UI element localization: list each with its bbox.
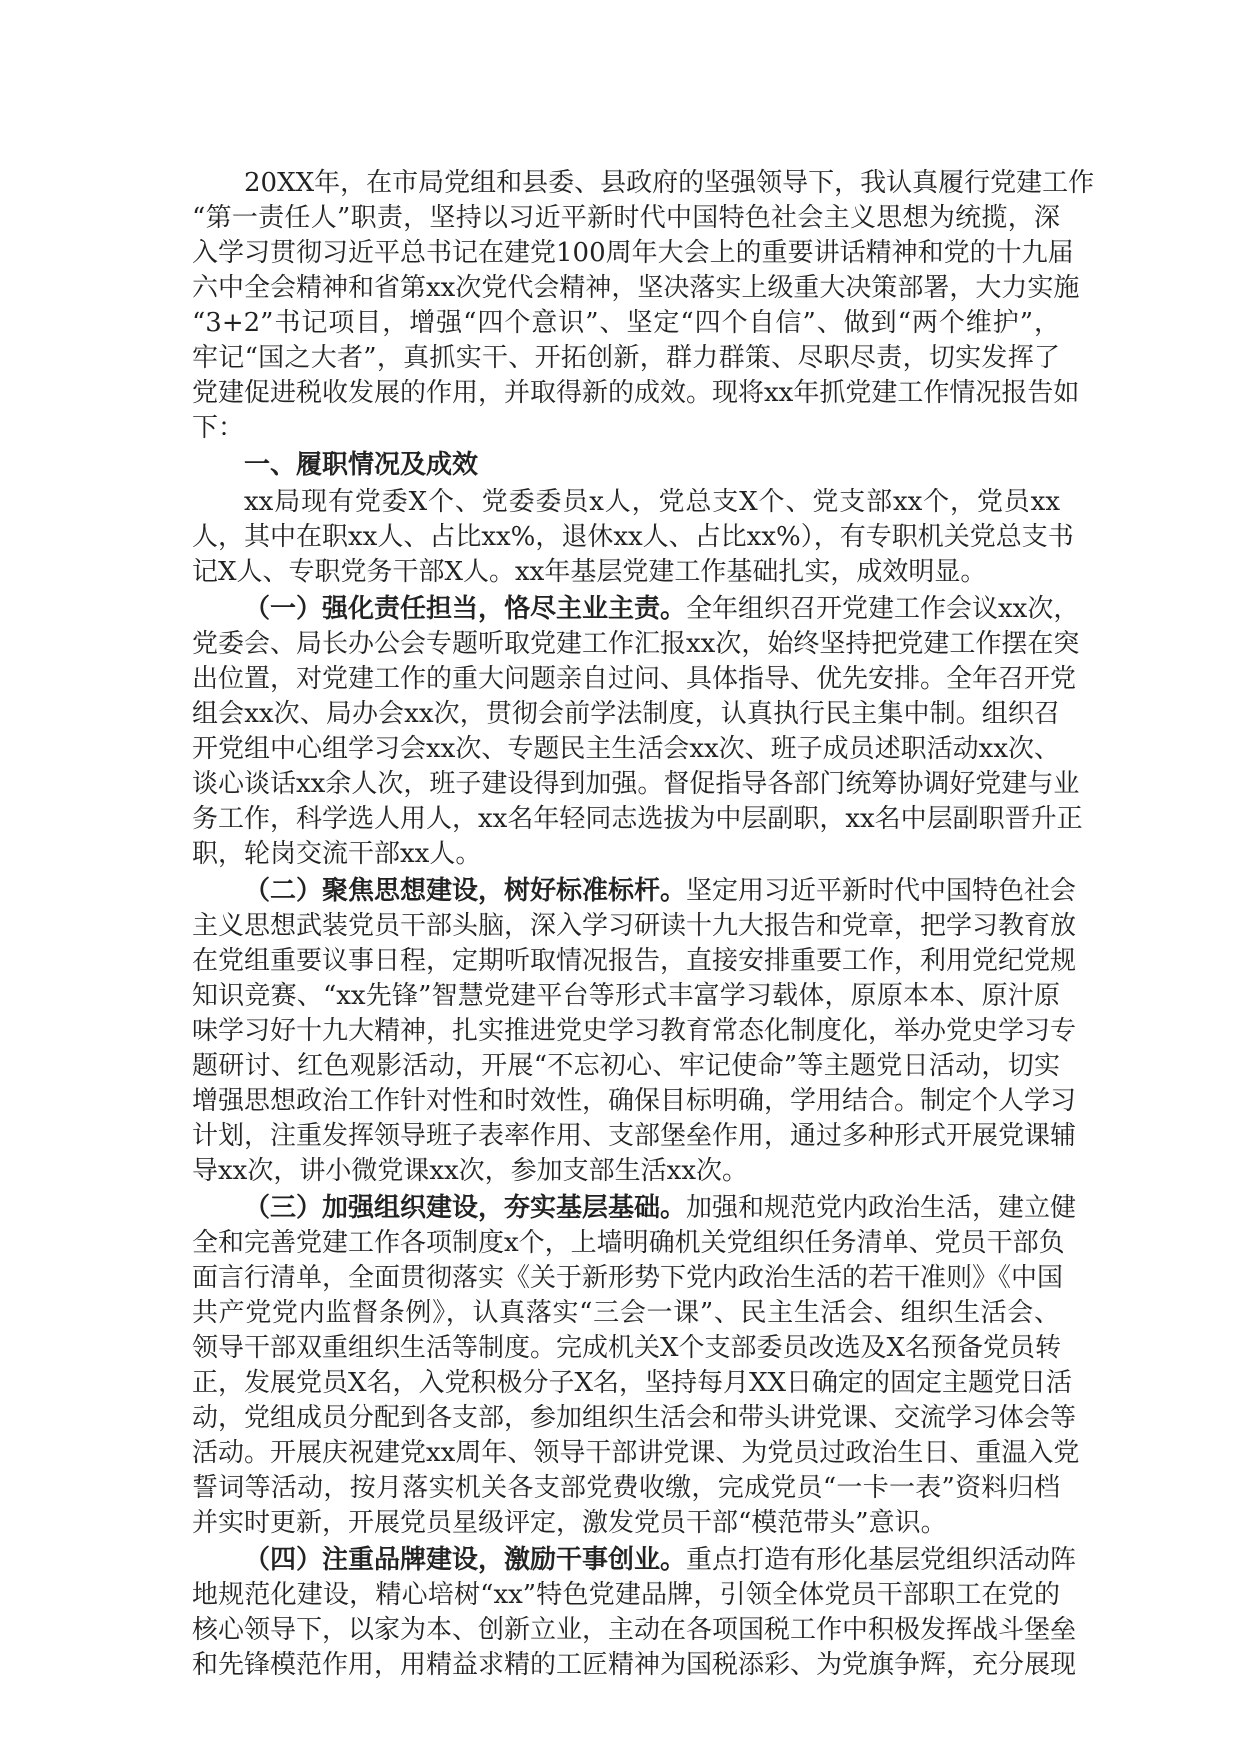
line-text: “第一责任人”职责，坚持以习近平新时代中国特色社会主义思想为统揽，深 [192,203,1060,233]
line-text: 和先锋模范作用，用精益求精的工匠精神为国税添彩、为党旗争辉，充分展现 [192,1650,1077,1680]
text-line [192,1119,1077,1154]
text-line [192,1436,1080,1471]
text-line [192,1366,1073,1401]
text-line [192,1506,1060,1541]
line-text: 务工作，科学选人用人，xx名年轻同志选拔为中层副职，xx名中层副职晋升正 [192,804,1083,834]
text-line [192,1471,1060,1506]
line-text: xx局现有党委X个、党委委员x人，党总支X个、党支部xx个，党员xx [244,487,1060,517]
line-text: 一、履职情况及成效 [244,450,479,480]
section-heading [192,448,1060,483]
line-text: 人，其中在职xx人、占比xx%，退休xx人、占比xx%），有专职机关党总支书 [192,522,1074,552]
paragraph [192,485,1074,590]
line-text: 地规范化建设，精心培树“xx”特色党建品牌，引领全体党员干部职工在党的 [192,1580,1060,1610]
line-text: 牢记“国之大者”，真抓实干、开拓创新，群力群策、尽职尽责，切实发挥了 [192,343,1060,373]
line-text: 出位置，对党建工作的重大问题亲自过问、具体指导、优先安排。全年召开党 [192,664,1077,694]
paragraph [192,166,1095,446]
line-text: 正，发展党员X名，入党积极分子X名，坚持每月XX日确定的固定主题党日活 [192,1368,1073,1398]
text-line [192,376,1080,411]
line-text: 入学习贯彻习近平总书记在建党100周年大会上的重要讲话精神和党的十九届 [192,238,1074,268]
line-text: 重点打造有形化基层党组织活动阵 [686,1545,1077,1575]
text-line [192,520,1074,555]
line-text: 20XX年，在市局党组和县委、县政府的坚强领导下，我认真履行党建工作 [244,168,1095,198]
line-text: 共产党党内监督条例》，认真落实“三会一课”、民主生活会、组织生活会、 [192,1298,1060,1328]
subsection-paragraph [192,1191,1080,1541]
text-line [192,1648,1077,1683]
line-text: 谈心谈话xx余人次，班子建设得到加强。督促指导各部门统筹协调好党建与业 [192,769,1080,799]
line-text: 开党组中心组学习会xx次、专题民主生活会xx次、班子成员述职活动xx次、 [192,734,1060,764]
text-line [192,1296,1060,1331]
subsection-paragraph [192,874,1077,1189]
text-line [192,236,1074,271]
text-line [192,944,1077,979]
line-text: 誓词等活动，按月落实机关各支部党费收缴，完成党员“一卡一表”资料归档 [192,1473,1060,1503]
line-text: 活动。开展庆祝建党xx周年、领导干部讲党课、为党员过政治生日、重温入党 [192,1438,1080,1468]
text-line [192,837,1060,872]
text-line [192,697,1060,732]
subsection-paragraph [192,1543,1077,1683]
line-text: 导xx次，讲小微党课xx次，参加支部生活xx次。 [192,1156,748,1186]
subsection-title: （一）强化责任担当，恪尽主业主责。 [244,594,687,624]
text-line [192,411,1060,446]
text-line [192,1331,1060,1366]
line-text: 味学习好十九大精神，扎实推进党史学习教育常态化制度化，举办党史学习专 [192,1016,1077,1046]
text-line [192,1613,1077,1648]
text-line [192,341,1060,376]
line-text: “3+2”书记项目，增强“四个意识”、坚定“四个自信”、做到“两个维护”， [192,308,1060,338]
text-line [192,166,1095,201]
line-text: 题研讨、红色观影活动，开展“不忘初心、牢记使命”等主题党日活动，切实 [192,1051,1060,1081]
subsection-title: （二）聚焦思想建设，树好标准标杆。 [244,876,687,906]
document-body [192,166,1095,1685]
line-text: 领导干部双重组织生活等制度。完成机关X个支部委员改选及X名预备党员转 [192,1333,1062,1363]
text-line [192,1191,1077,1226]
text-line [192,1401,1077,1436]
text-line [192,1014,1077,1049]
line-text: 六中全会精神和省第xx次党代会精神，坚决落实上级重大决策部署，大力实施 [192,273,1080,303]
line-text: 主义思想武装党员干部头脑，深入学习研读十九大报告和党章，把学习教育放 [192,911,1077,941]
text-line [192,767,1080,802]
text-line [192,201,1060,236]
subsection-title: （三）加强组织建设，夯实基层基础。 [244,1193,687,1223]
subsection-paragraph [192,592,1083,872]
line-text: 全年组织召开党建工作会议xx次， [686,594,1080,624]
line-text: 并实时更新，开展党员星级评定，激发党员干部“模范带头”意识。 [192,1508,947,1538]
line-text: 职，轮岗交流干部xx人。 [192,839,482,869]
line-text: 坚定用习近平新时代中国特色社会 [686,876,1077,906]
text-line [192,448,1060,483]
line-text: 加强和规范党内政治生活，建立健 [686,1193,1077,1223]
text-line [192,1578,1060,1613]
text-line [192,1154,1060,1189]
text-line [192,1084,1077,1119]
text-line [192,627,1080,662]
text-line [192,732,1060,767]
text-line [192,1261,1064,1296]
text-line [192,306,1060,341]
text-line [192,979,1060,1014]
line-text: 党建促进税收发展的作用，并取得新的成效。现将xx年抓党建工作情况报告如 [192,378,1080,408]
line-text: 下： [192,413,245,443]
line-text: 组会xx次、局办会xx次，贯彻会前学法制度，认真执行民主集中制。组织召 [192,699,1060,729]
text-line [192,909,1077,944]
line-text: 面言行清单，全面贯彻落实《关于新形势下党内政治生活的若干准则》《中国 [192,1263,1064,1293]
line-text: 计划，注重发挥领导班子表率作用、支部堡垒作用，通过多种形式开展党课辅 [192,1121,1077,1151]
text-line [192,485,1060,520]
text-line [192,874,1077,909]
line-text: 增强思想政治工作针对性和时效性，确保目标明确，学用结合。制定个人学习 [192,1086,1077,1116]
line-text: 记X人、专职党务干部X人。xx年基层党建工作基础扎实，成效明显。 [192,557,987,587]
text-line [192,271,1080,306]
line-text: 全和完善党建工作各项制度x个，上墙明确机关党组织任务清单、党员干部负 [192,1228,1065,1258]
line-text: 动，党组成员分配到各支部，参加组织生活会和带头讲党课、交流学习体会等 [192,1403,1077,1433]
line-text: 党委会、局长办公会专题听取党建工作汇报xx次，始终坚持把党建工作摆在突 [192,629,1080,659]
line-text: 知识竞赛、“xx先锋”智慧党建平台等形式丰富学习载体，原原本本、原汁原 [192,981,1060,1011]
text-line [192,592,1080,627]
text-line [192,1226,1065,1261]
text-line [192,555,1060,590]
text-line [192,802,1083,837]
subsection-title: （四）注重品牌建设，激励干事创业。 [244,1545,687,1575]
text-line [192,1543,1077,1578]
text-line [192,1049,1060,1084]
line-text: 在党组重要议事日程，定期听取情况报告，直接安排重要工作，利用党纪党规 [192,946,1077,976]
line-text: 核心领导下，以家为本、创新立业，主动在各项国税工作中积极发挥战斗堡垒 [192,1615,1077,1645]
text-line [192,662,1077,697]
